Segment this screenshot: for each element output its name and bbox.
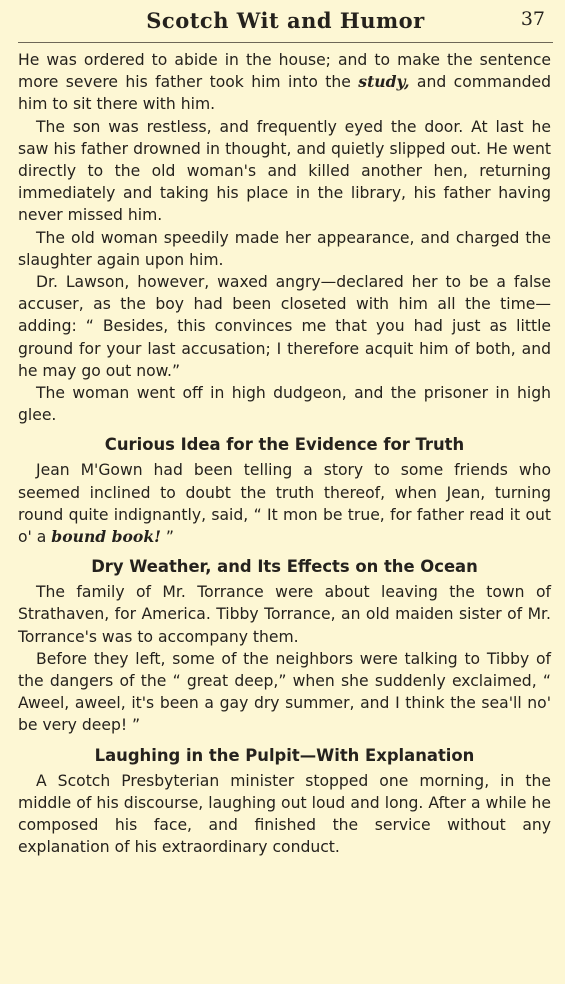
italic-text: bound book!: [51, 527, 161, 547]
paragraph: The woman went off in high dudgeon, and the prisoner in high glee.: [18, 384, 551, 425]
paragraph: [18, 459, 551, 548]
paragraph: Before they left, some of the neighbors were talking to Tibby of the dangers of the “ great deep,” when she suddenly exclaimed, “ Aweel, aweel, it's been a gay dry summer, and I think the sea'll no' be very deep! ”: [18, 649, 551, 735]
text-run: He was ordered to abide in the house; and to make the sentence more severe his father took him into the: [18, 51, 551, 92]
page-header: [18, 4, 553, 43]
text-run: ”: [160, 528, 175, 547]
running-title: Scotch Wit and Humor: [146, 8, 425, 33]
section-heading: Laughing in the Pulpit—With Explanation: [94, 745, 475, 765]
paragraph: The old woman speedily made her appearance, and charged the slaughter again upon him.: [18, 228, 551, 269]
text-run: Jean M'Gown had been telling a story to some friends who seemed inclined to doubt the truth thereof, when Jean, turning round quite indignantly, said, “ It mon be true, for father read it out o' a: [18, 461, 551, 547]
section-heading: Dry Weather, and Its Effects on the Ocean: [91, 557, 478, 577]
text-run: and commanded him to sit there with him.: [18, 73, 551, 114]
paragraph: A Scotch Presbyterian minister stopped one morning, in the middle of his discourse, laughing out loud and long. After a while he composed his face, and finished the service without any explanation of his extraordinary conduct.: [18, 771, 551, 857]
italic-text: study,: [358, 72, 410, 92]
page-number: 37: [520, 8, 545, 30]
paragraph: Dr. Lawson, however, waxed angry—declared her to be a false accuser, as the boy had been closeted with him all the time—adding: “ Besides, this convinces me that you had just as little ground for your last accusation; I therefore acquit him of both, and he may go out now.”: [18, 273, 551, 380]
paragraph: [18, 49, 551, 116]
page-body: [18, 49, 551, 859]
paragraph: The family of Mr. Torrance were about leaving the town of Strathaven, for America. Tibby Torrance, an old maiden sister of Mr. Torrance's was to accompany them.: [18, 583, 551, 646]
section-heading: Curious Idea for the Evidence for Truth: [104, 435, 465, 455]
paragraph: The son was restless, and frequently eyed the door. At last he saw his father drowned in thought, and quietly slipped out. He went directly to the old woman's and killed another hen, returning immediately and taking his place in the library, his father having never missed him.: [18, 117, 551, 225]
